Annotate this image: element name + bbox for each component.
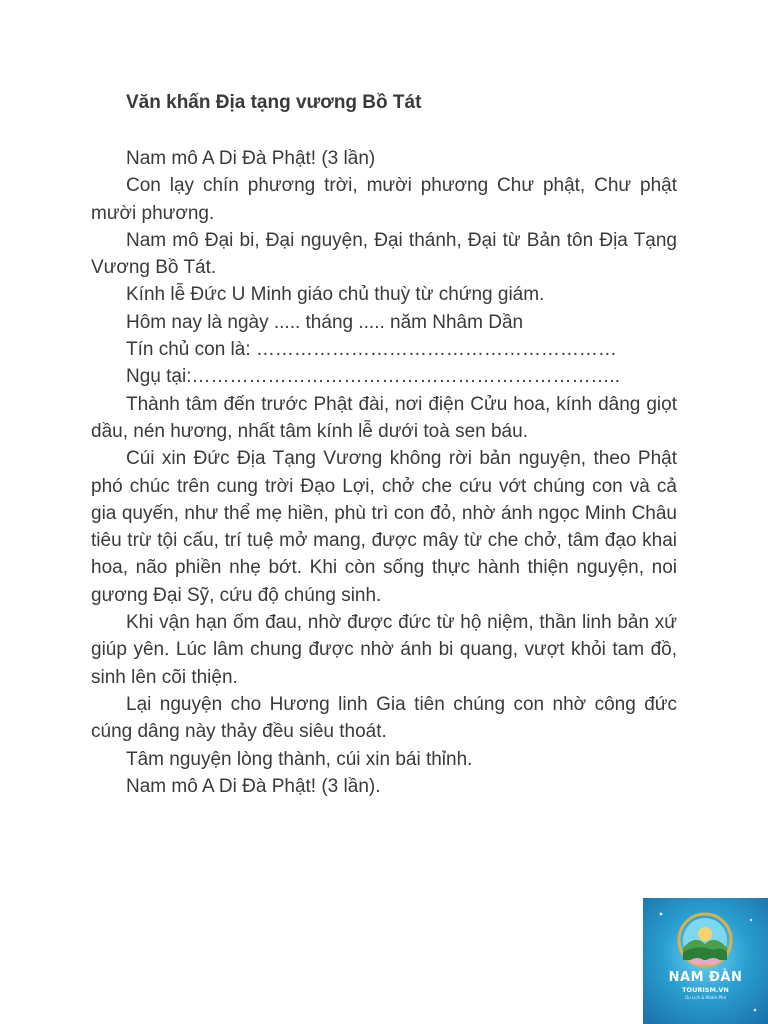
paragraph: Lại nguyện cho Hương linh Gia tiên chúng con nhờ công đức cúng dâng này thảy đều siêu thoát. <box>91 693 677 743</box>
paragraph: Tâm nguyện lòng thành, cúi xin bái thỉnh. <box>126 748 473 770</box>
paragraph: Tín chủ con là: ………………………………………………… <box>126 339 617 361</box>
paragraph: Khi vận hạn ốm đau, nhờ được đức từ hộ niệm, thần linh bản xứ giúp yên. Lúc lâm chung được nhờ ánh bi quang, vượt khỏi tam đồ, sinh lên cõi thiện. <box>91 612 677 688</box>
logo-domain-text: TOURISM.VN <box>682 986 729 994</box>
paragraph: Cúi xin Đức Địa Tạng Vương không rời bản nguyện, theo Phật phó chúc trên cung trời Đạo Lợi, chở che cứu vớt chúng con và cả gia quyến, như thể mẹ hiền, phù trì con đỏ, nhờ ánh ngọc Minh Châu tiêu trừ tội cấu, trí tuệ mở mang, được mây từ che chở, tâm đạo khai hoa, não phiền nhẹ bớt. Khi còn sống thực hành thiện nguyện, noi gương Đại Sỹ, cứu độ chúng sinh. <box>91 448 677 606</box>
logo-name-text: NAM ĐÀN <box>668 970 743 985</box>
document-title: Văn khấn Địa tạng vương Bồ Tát <box>126 92 422 113</box>
nam-dan-tourism-logo <box>643 898 768 1024</box>
logo-emblem-icon <box>643 898 768 1024</box>
paragraph: Con lạy chín phương trời, mười phương Chư phật, Chư phật mười phương. <box>91 175 677 224</box>
paragraph: Nam mô Đại bi, Đại nguyện, Đại thánh, Đại từ Bản tôn Địa Tạng Vương Bồ Tát. <box>91 229 677 279</box>
paragraph: Kính lễ Đức U Minh giáo chủ thuỳ từ chứng giám. <box>126 284 545 306</box>
paragraph: Hôm nay là ngày ..... tháng ..... năm Nhâm Dần <box>126 311 524 333</box>
logo-tagline-text: Du Lịch & Khám Phá <box>685 995 726 1000</box>
paragraph: Nam mô A Di Đà Phật! (3 lần). <box>126 775 381 797</box>
paragraph: Ngụ tại:………………………………………………………….. <box>126 366 621 388</box>
prayer-body <box>91 145 677 800</box>
paragraph: Thành tâm đến trước Phật đài, nơi điện Cửu hoa, kính dâng giọt dầu, nén hương, nhất tâm kính lễ dưới toà sen báu. <box>91 393 677 442</box>
paragraph: Nam mô A Di Đà Phật! (3 lần) <box>126 148 376 169</box>
